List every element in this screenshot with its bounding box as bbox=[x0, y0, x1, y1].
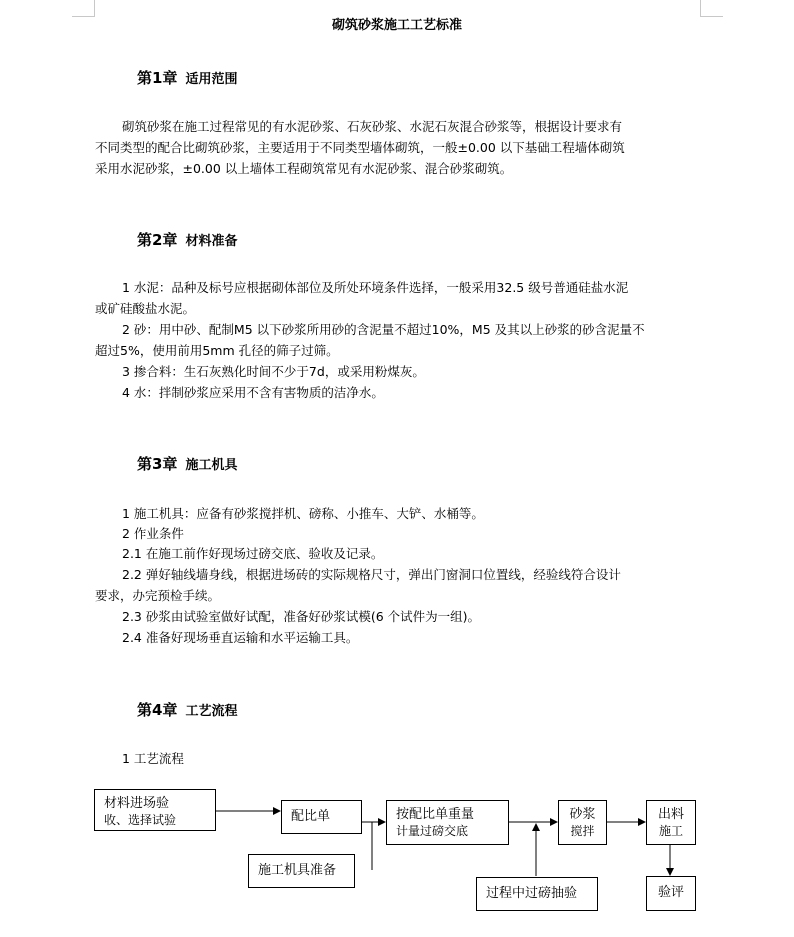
chapter-2-name: 材料准备 bbox=[185, 234, 238, 249]
flow-box-evaluation-label: 验评 bbox=[657, 885, 684, 900]
flow-box-materials-line-2: 收、选择试验 bbox=[104, 813, 177, 827]
chapter-2-line-4: 超过5%，使用前用5mm 孔径的筛子过筛。 bbox=[95, 343, 339, 358]
chapter-3-line-1: 1 施工机具：应备有砂浆搅拌机、磅称、小推车、大铲、水桶等。 bbox=[122, 506, 484, 521]
chapter-2-line-1: 1 水泥：品种及标号应根据砌体部位及所处环境条件选择，一般采用32.5 级号普通硅盐水泥 bbox=[122, 280, 629, 295]
flow-box-mortar bbox=[558, 800, 607, 845]
chapter-1-line-1: 砌筑砂浆在施工过程常见的有水泥砂浆、石灰砂浆、水泥石灰混合砂浆等，根据设计要求有 bbox=[122, 119, 623, 134]
flow-box-sampling-label: 过程中过磅抽验 bbox=[486, 886, 578, 901]
flow-box-evaluation bbox=[646, 876, 696, 911]
document-title: 砌筑砂浆施工工艺标准 bbox=[331, 18, 462, 33]
flow-box-mortar-line-2: 搅拌 bbox=[570, 824, 595, 838]
flow-box-equipment-label: 施工机具准备 bbox=[258, 863, 337, 878]
chapter-1-line-2: 不同类型的配合比砌筑砂浆，主要适用于不同类型墙体砌筑，一般±0.00 以下基础工程墙体砌筑 bbox=[95, 140, 625, 155]
flow-box-discharge bbox=[646, 800, 696, 845]
chapter-3-line-4: 2.2 弹好轴线墙身线，根据进场砖的实际规格尺寸，弹出门窗洞口位置线，经验线符合设计 bbox=[122, 567, 621, 582]
chapter-4-line-1: 1 工艺流程 bbox=[122, 751, 184, 766]
chapter-4-label: 第4章 bbox=[137, 701, 178, 719]
chapter-1-name: 适用范围 bbox=[185, 72, 238, 87]
chapter-2-line-2: 或矿硅酸盐水泥。 bbox=[95, 301, 196, 316]
chapter-3-line-6: 2.3 砂浆由试验室做好试配，准备好砂浆试模(6 个试件为一组)。 bbox=[122, 609, 481, 624]
flow-box-materials-line-1: 材料进场验 bbox=[104, 796, 170, 811]
chapter-3-label: 第3章 bbox=[137, 455, 178, 473]
flow-box-mix-ratio bbox=[281, 800, 362, 834]
flow-box-mix-ratio-label: 配比单 bbox=[291, 809, 331, 824]
flow-box-weigh bbox=[386, 800, 509, 845]
flow-box-discharge-line-2: 施工 bbox=[658, 824, 683, 838]
chapter-3-line-7: 2.4 准备好现场垂直运输和水平运输工具。 bbox=[122, 630, 359, 645]
chapter-2-line-6: 4 水：拌制砂浆应采用不含有害物质的洁净水。 bbox=[122, 385, 384, 400]
flow-box-weigh-line-1: 按配比单重量 bbox=[396, 807, 475, 822]
chapter-2-label: 第2章 bbox=[137, 231, 178, 249]
chapter-3-line-2: 2 作业条件 bbox=[122, 526, 184, 541]
chapter-2-line-3: 2 砂：用中砂、配制M5 以下砂浆所用砂的含泥量不超过10%，M5 及其以上砂浆的砂含泥量不 bbox=[122, 322, 645, 337]
chapter-2-line-5: 3 掺合料：生石灰熟化时间不少于7d，或采用粉煤灰。 bbox=[122, 364, 425, 379]
flow-box-discharge-line-1: 出料 bbox=[657, 807, 684, 822]
chapter-3-name: 施工机具 bbox=[185, 458, 238, 473]
chapter-1-line-3: 采用水泥砂浆，±0.00 以上墙体工程砌筑常见有水泥砂浆、混合砂浆砌筑。 bbox=[95, 161, 513, 176]
flow-box-weigh-line-2: 计量过磅交底 bbox=[396, 824, 469, 838]
flow-box-materials bbox=[94, 789, 216, 831]
flow-box-equipment bbox=[248, 854, 355, 888]
chapter-3-line-3: 2.1 在施工前作好现场过磅交底、验收及记录。 bbox=[122, 546, 384, 561]
chapter-3-line-5: 要求，办完预检手续。 bbox=[95, 588, 221, 603]
chapter-1-label: 第1章 bbox=[137, 69, 178, 87]
chapter-4-name: 工艺流程 bbox=[185, 704, 238, 719]
flow-box-mortar-line-1: 砂浆 bbox=[569, 807, 596, 822]
flow-box-sampling bbox=[476, 877, 598, 911]
